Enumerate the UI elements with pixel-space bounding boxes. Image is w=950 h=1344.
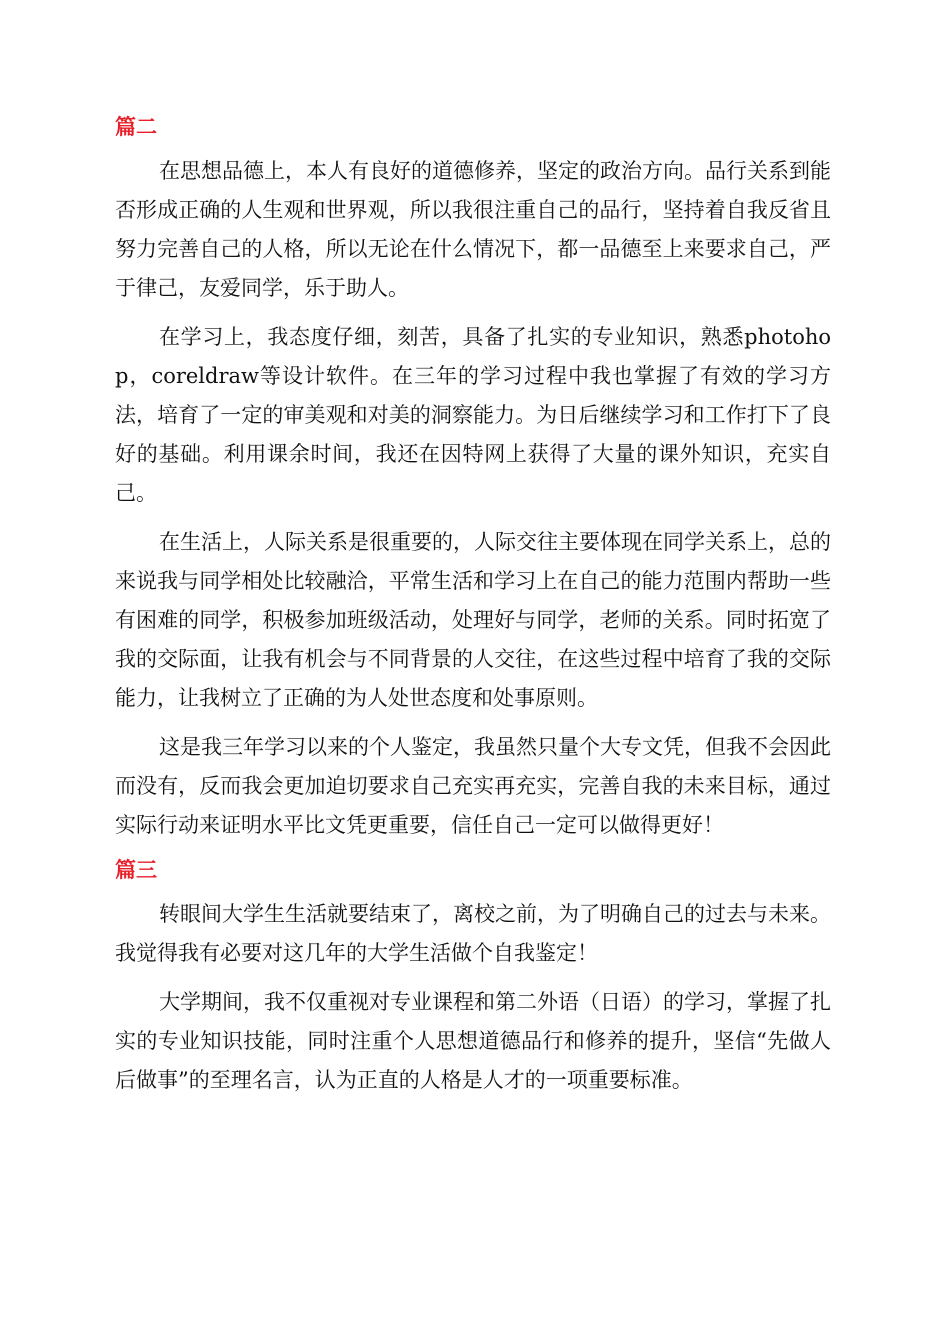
section-heading: 篇三 [115, 858, 157, 882]
paragraph: 在生活上，人际关系是很重要的，人际交往主要体现在同学关系上，总的来说我与同学相处比较融洽，平常生活和学习上在自己的能力范围内帮助一些有困难的同学，积极参加班级活动，处理好与同学，老师的关系。同时拓宽了我的交际面，让我有机会与不同背景的人交往，在这些过程中培育了我的交际能力，让我树立了正确的为人处世态度和处事原则。 [115, 530, 831, 710]
paragraph: 大学期间，我不仅重视对专业课程和第二外语（日语）的学习，掌握了扎实的专业知识技能，同时注重个人思想道德品行和修养的提升，坚信“先做人后做事”的至理名言，认为正直的人格是人才的一项重要标准。 [115, 990, 831, 1092]
document-body [115, 112, 831, 1110]
section-pian-san [115, 855, 831, 1100]
paragraph: 在学习上，我态度仔细，刻苦，具备了扎实的专业知识，熟悉photohop，coreldraw等设计软件。在三年的学习过程中我也掌握了有效的学习方法，培育了一定的审美观和对美的洞察能力。为日后继续学习和工作打下了良好的基础。利用课余时间，我还在因特网上获得了大量的课外知识，充实自己。 [115, 325, 831, 505]
section-heading: 篇二 [115, 115, 157, 139]
paragraph: 这是我三年学习以来的个人鉴定，我虽然只量个大专文凭，但我不会因此而没有，反而我会更加迫切要求自己充实再充实，完善自我的未来目标，通过实际行动来证明水平比文凭更重要，信任自己一定可以做得更好！ [115, 735, 831, 837]
paragraph: 转眼间大学生生活就要结束了，离校之前，为了明确自己的过去与未来。我觉得我有必要对这几年的大学生活做个自我鉴定！ [115, 902, 831, 965]
section-pian-er [115, 112, 831, 845]
paragraph: 在思想品德上，本人有良好的道德修养，坚定的政治方向。品行关系到能否形成正确的人生观和世界观，所以我很注重自己的品行，坚持着自我反省且努力完善自己的人格，所以无论在什么情况下，都一品德至上来要求自己，严于律己，友爱同学，乐于助人。 [115, 159, 831, 300]
